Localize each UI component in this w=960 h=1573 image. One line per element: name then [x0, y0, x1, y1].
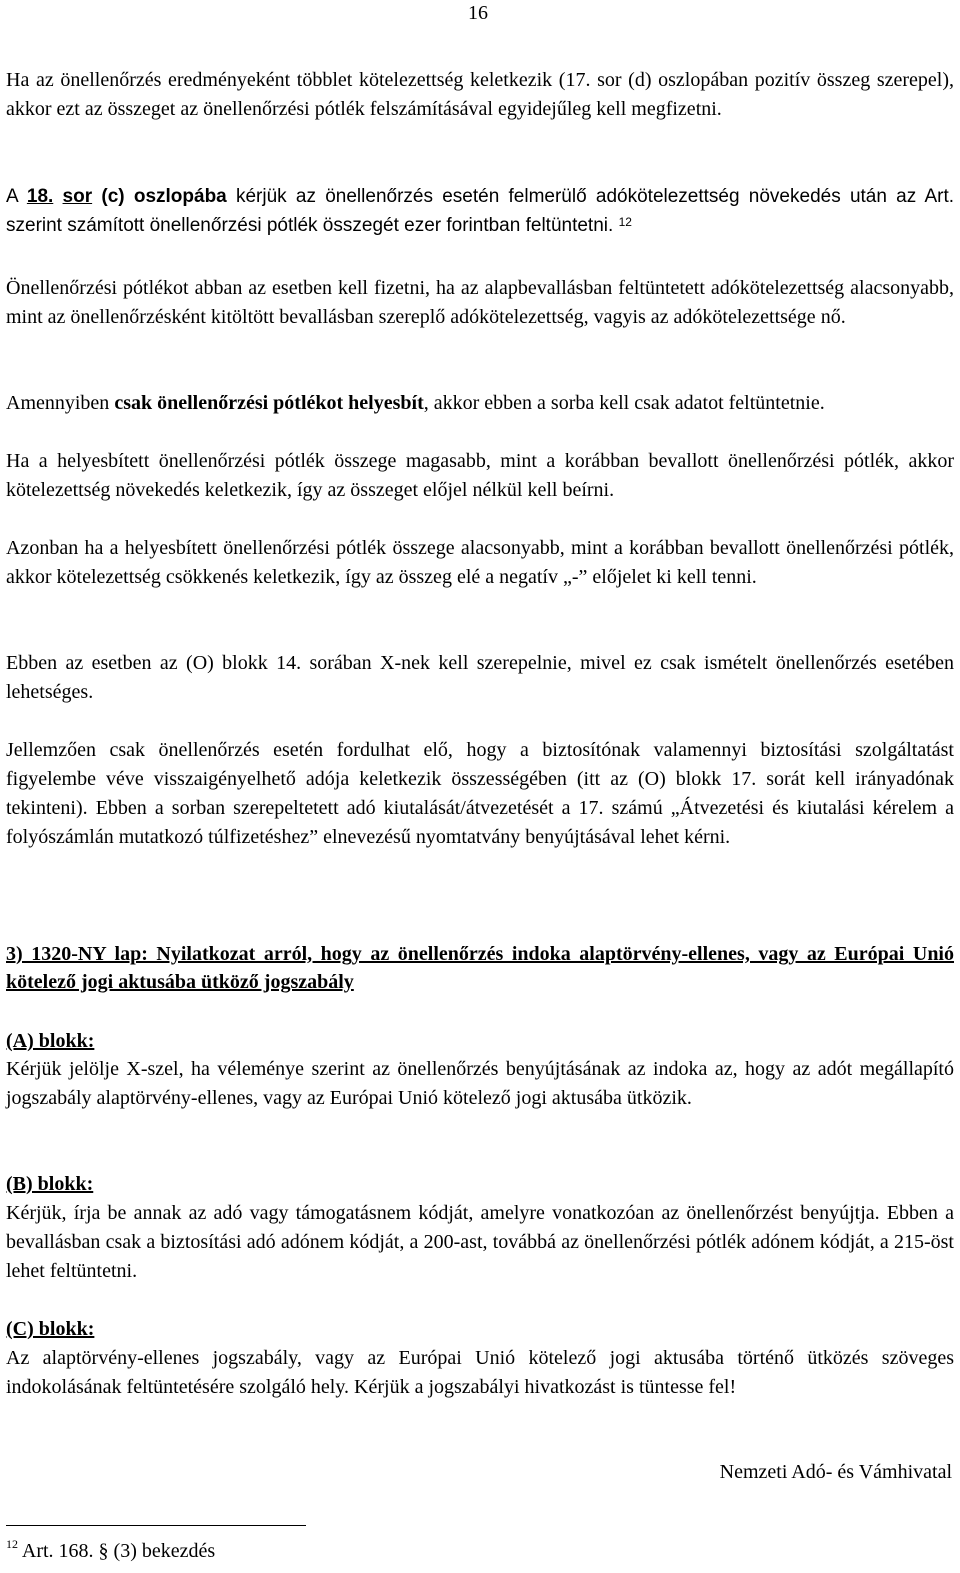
p2-space: [53, 186, 62, 207]
footnote-ref[interactable]: 12: [618, 215, 632, 229]
p4-text-a: Amennyiben: [6, 392, 115, 414]
page-number: 16: [468, 2, 488, 24]
block-b-text: Kérjük, írja be annak az adó vagy támogatásnem kódját, amelyre vonatkozóan az önellenőrzést benyújtja. Ebben a bevallásban csak a biztosítási adó adónem kódját, a 200-ast, továbbá az önellenőrzési pótlék adónem kódját, a 215-öst lehet feltüntetni.: [6, 1202, 954, 1282]
paragraph-7: Ebben az esetben az (O) blokk 14. sorában X-nek kell szerepelnie, mivel ez csak ismételt önellenőrzés esetében lehetséges.: [6, 652, 954, 703]
footnote-number: 12: [6, 1537, 18, 1551]
block-a-text: Kérjük jelölje X-szel, ha véleménye szerint az önellenőrzés benyújtásának az indoka az, hogy az adót megállapító jogszabály alaptörvény-ellenes, vagy az Európai Unió kötelező jogi aktusába ütközik.: [6, 1058, 954, 1109]
paragraph-4: [6, 389, 954, 418]
p2-row-number: 18.: [26, 186, 54, 207]
footnote-divider: [6, 1525, 306, 1526]
section-3-heading: 3) 1320-NY lap: Nyilatkozat arról, hogy az önellenőrzés indoka alaptörvény-ellenes, vagy az Európai Unió kötelező jogi aktusába ütköző jogszabály: [6, 943, 954, 993]
paragraph-2: [6, 182, 954, 240]
paragraph-5: Ha a helyesbített önellenőrzési pótlék összege magasabb, mint a korábban bevallott önellenőrzési pótlék, akkor kötelezettség növekedés keletkezik, így az összeget előjel nélkül kell beírni.: [6, 450, 954, 501]
block-c-title: (C) blokk:: [6, 1318, 95, 1340]
p2-row-word: sor: [62, 186, 93, 207]
footnote-text: Art. 168. § (3) bekezdés: [18, 1540, 216, 1562]
block-b-title: (B) blokk:: [6, 1173, 94, 1195]
p2-text-a: A: [6, 186, 27, 207]
p4-bold: csak önellenőrzési pótlékot helyesbít: [114, 392, 424, 414]
block-a-title: (A) blokk:: [6, 1030, 95, 1052]
p2-column-ref: (c) oszlopába: [92, 186, 227, 207]
block-c-text: Az alaptörvény-ellenes jogszabály, vagy az Európai Unió kötelező jogi aktusába történő ütközés szöveges indokolásának feltüntetésére szolgáló hely. Kérjük a jogszabályi hivatkozást is tüntesse fel!: [6, 1347, 954, 1398]
paragraph-1: Ha az önellenőrzés eredményeként többlet kötelezettség keletkezik (17. sor (d) oszlopában pozitív összeg szerepel), akkor ezt az összeget az önellenőrzési pótlék felszámításával egyidejűleg kell megfizetni.: [6, 69, 954, 120]
paragraph-3: Önellenőrzési pótlékot abban az esetben kell fizetni, ha az alapbevallásban feltüntetett adókötelezettség alacsonyabb, mint az önellenőrzésként kitöltött bevallásban szereplő adókötelezettség, vagyis az adókötelezettsége nő.: [6, 277, 954, 328]
footnote: [6, 1537, 216, 1563]
signature: Nemzeti Adó- és Vámhivatal: [719, 1461, 952, 1483]
paragraph-8: Jellemzően csak önellenőrzés esetén fordulhat elő, hogy a biztosítónak valamennyi biztosítási szolgáltatást figyelembe véve visszaigényelhető adója keletkezik összességében (itt az (O) blokk 17. sorát kell irányadónak tekinteni). Ebben a sorban szerepeltetett adó kiutalását/átvezetését a 17. számú „Átvezetési és kiutalási kérelem a folyószámlán mutatkozó túlfizetéshez” elnevezésű nyomtatvány benyújtásával lehet kérni.: [6, 739, 954, 848]
paragraph-6: Azonban ha a helyesbített önellenőrzési pótlék összege alacsonyabb, mint a korábban bevallott önellenőrzési pótlék, akkor kötelezettség csökkenés keletkezik, így az összeg elé a negatív „-” előjelet ki kell tenni.: [6, 537, 954, 588]
p2-text-rest: kérjük az önellenőrzés esetén felmerülő adókötelezettség növekedés után az Art. szerint számított önellenőrzési pótlék összegét ezer forintban feltüntetni.: [6, 186, 954, 236]
p4-text-b: , akkor ebben a sorba kell csak adatot feltüntetnie.: [423, 392, 825, 414]
